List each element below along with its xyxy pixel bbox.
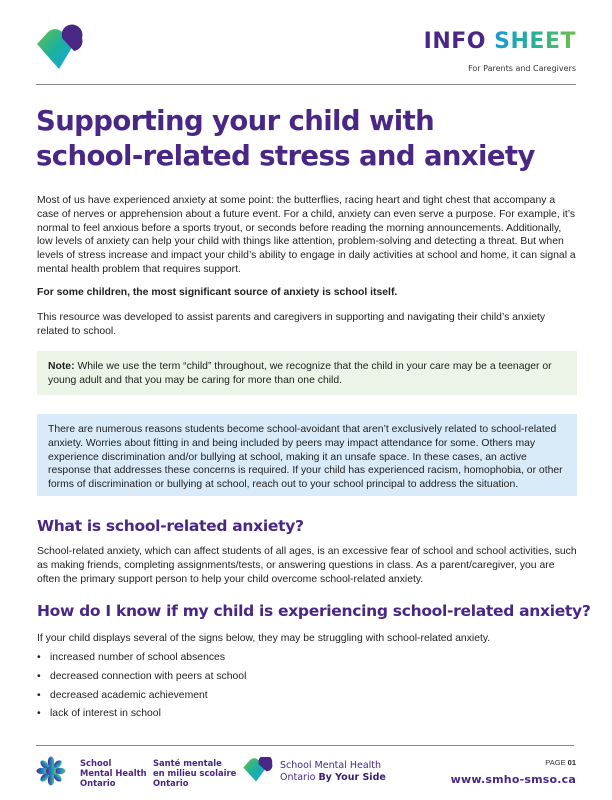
callout-text: There are numerous reasons students become school-avoidant that aren’t exclusively related to school-related anxiety. Worries about fitting in and being included by peers may impact attendance for some. Others may experience discrimination and/or bullying at school, making it an unsafe space. In these cases, an active response that addresses these concerns is required. If your child has experienced racism, homophobia, or other forms of discrimination or bullying at school, reach out to your school principal to address the situation.: [48, 424, 563, 491]
sign-text: lack of interest in school: [50, 708, 161, 720]
wordmark-line-2-plain: Ontario: [280, 772, 319, 783]
page-number-value: 01: [567, 758, 576, 767]
list-item: [37, 707, 246, 726]
wordmark-line-2-bold: By Your Side: [318, 772, 386, 783]
org-en-line: School: [80, 758, 112, 768]
signs-list: [37, 651, 246, 726]
bullet-icon: •: [37, 670, 41, 682]
sign-text: decreased academic achievement: [50, 689, 208, 701]
list-item: [37, 651, 246, 670]
website-link[interactable]: www.smho-smso.ca: [450, 773, 576, 786]
purpose-paragraph: This resource was developed to assist parents and caregivers in supporting and navigating their child’s anxiety related to school.: [37, 312, 546, 337]
note-text: [48, 360, 568, 388]
page-label: PAGE: [545, 758, 568, 767]
org-name-english: [80, 758, 147, 788]
intro-paragraph: Most of us have experienced anxiety at some point: the butterflies, racing heart and tight chest that accompany a case of nerves or apprehension about a future event. For a child, anxiety can even serve a purpose. For example, it’s normal to feel anxious before a sports tryout, or seconds before reading the morning announcements. Additionally, low levels of anxiety can help your child with things like attention, problem-solving and detecting a threat. But when levels of stress increase and impact your child’s ability to engage in daily activities at school and home, it can signal a mental health problem that requires support.: [37, 195, 576, 275]
header-divider: [36, 84, 576, 85]
info-title-word1: INFO: [423, 29, 486, 54]
school-avoidance-callout: [37, 414, 577, 496]
heart-logo-icon: [34, 24, 84, 71]
org-fr-line: Ontario: [153, 778, 189, 788]
bullet-icon: •: [37, 652, 41, 663]
key-statement: For some children, the most significant source of anxiety is school itself.: [37, 287, 398, 298]
what-is-paragraph: School-related anxiety, which can affect students of all ages, is an excessive fear of school and school activities, such as making friends, completing assignments/tests, or answering questions in class. As a parent/caregiver, you are often the primary support person to help your child overcome school-related anxiety.: [37, 546, 577, 585]
footer-divider: [36, 745, 574, 746]
org-name-french: [153, 758, 236, 788]
org-fr-line: en milieu scolaire: [153, 768, 237, 778]
note-box: [37, 351, 577, 395]
section-heading-what-is: What is school-related anxiety?: [37, 517, 304, 535]
note-label: Note:: [48, 361, 75, 372]
audience-subtitle: For Parents and Caregivers: [468, 64, 576, 73]
signs-intro: If your child displays several of the signs below, they may be struggling with school-related anxiety.: [37, 633, 491, 644]
info-sheet-title: [424, 30, 576, 54]
org-en-line: Mental Health: [80, 768, 147, 778]
wordmark-line-1: School Mental Health: [280, 760, 382, 771]
list-item: [37, 689, 246, 708]
heart-logo-icon: [242, 757, 274, 783]
sign-text: decreased connection with peers at school: [50, 670, 247, 682]
note-body: While we use the term “child” throughout, we recognize that the child in your care may be a teenager or young adult and that you may be caring for more than one child.: [48, 361, 552, 386]
by-your-side-wordmark: [280, 760, 386, 784]
bullet-icon: •: [37, 708, 41, 720]
smho-star-logo-icon: [36, 756, 66, 786]
section-heading-how-do-i-know: How do I know if my child is experiencing school-related anxiety?: [37, 602, 591, 620]
info-title-word2: SHEET: [494, 29, 576, 54]
bullet-icon: •: [37, 689, 41, 701]
sign-text: increased number of school absences: [50, 652, 226, 663]
org-en-line: Ontario: [80, 778, 116, 788]
list-item: [37, 670, 246, 689]
title-line-2: school-related stress and anxiety: [36, 140, 535, 172]
page-title: [36, 104, 596, 174]
org-fr-line: Santé mentale: [153, 758, 222, 768]
title-line-1: Supporting your child with: [36, 105, 435, 137]
page-number: [545, 758, 576, 767]
